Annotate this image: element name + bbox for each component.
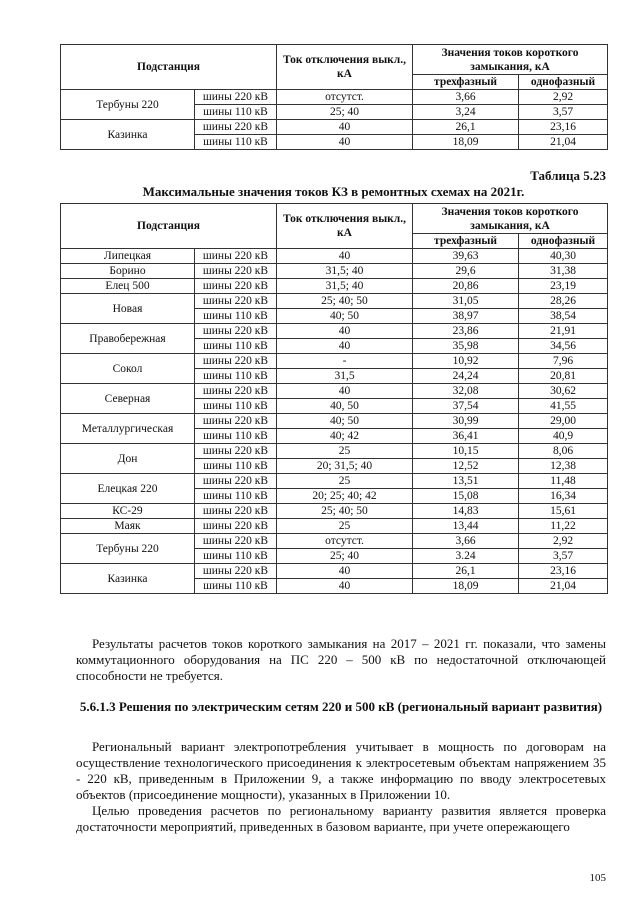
substation-name: Елецкая 220	[61, 474, 195, 504]
table-row	[61, 519, 608, 534]
substation-name: Северная	[61, 384, 195, 414]
bus-cell: шины 110 кВ	[195, 399, 277, 414]
bus-cell: шины 110 кВ	[195, 309, 277, 324]
regional-variant-paragraph: Региональный вариант электропотребления учитывает в мощность по договорам на осуществление технологического присоединения к электросетевым объектам напряжением 35 - 220 кВ, приведенным в Приложении 9, а также информацию по вводу электросетевых объектов (присоединение мощности), указанных в Приложении 10.	[76, 739, 606, 802]
single-phase-cell: 8,06	[519, 444, 608, 459]
three-phase-cell: 3,66	[413, 90, 519, 105]
substation-name: Борино	[61, 264, 195, 279]
single-phase-cell: 20,81	[519, 369, 608, 384]
bus-cell: шины 220 кВ	[195, 249, 277, 264]
breaker-current-cell: 25	[277, 519, 413, 534]
header-three-phase: трехфазный	[413, 234, 519, 249]
header-values: Значения токов короткого замыкания, кА	[413, 204, 608, 234]
substation-name: Липецкая	[61, 249, 195, 264]
substation-name: Новая	[61, 294, 195, 324]
table-row	[61, 504, 608, 519]
three-phase-cell: 26,1	[413, 564, 519, 579]
three-phase-cell: 3.24	[413, 549, 519, 564]
table-row	[61, 294, 608, 309]
bus-cell: шины 110 кВ	[195, 459, 277, 474]
bus-cell: шины 220 кВ	[195, 564, 277, 579]
three-phase-cell: 10,92	[413, 354, 519, 369]
single-phase-cell: 31,38	[519, 264, 608, 279]
three-phase-cell: 20,86	[413, 279, 519, 294]
breaker-current-cell: 31,5; 40	[277, 264, 413, 279]
single-phase-cell: 21,91	[519, 324, 608, 339]
three-phase-cell: 31,05	[413, 294, 519, 309]
bus-cell: шины 110 кВ	[195, 369, 277, 384]
bus-cell: шины 220 кВ	[195, 90, 277, 105]
header-current: Ток отключения выкл., кА	[277, 45, 413, 90]
substation-name: Тербуны 220	[61, 534, 195, 564]
three-phase-cell: 30,99	[413, 414, 519, 429]
substation-name: Казинка	[61, 120, 195, 150]
three-phase-cell: 24,24	[413, 369, 519, 384]
bus-cell: шины 110 кВ	[195, 579, 277, 594]
single-phase-cell: 28,26	[519, 294, 608, 309]
table-row	[61, 414, 608, 429]
single-phase-cell: 7,96	[519, 354, 608, 369]
table-row	[61, 384, 608, 399]
three-phase-cell: 37,54	[413, 399, 519, 414]
substation-name: Тербуны 220	[61, 90, 195, 120]
bus-cell: шины 220 кВ	[195, 324, 277, 339]
header-single-phase: однофазный	[519, 75, 608, 90]
single-phase-cell: 23,16	[519, 120, 608, 135]
three-phase-cell: 14,83	[413, 504, 519, 519]
breaker-current-cell: отсутст.	[277, 534, 413, 549]
table-number: Таблица 5.23	[530, 168, 606, 183]
single-phase-cell: 40,30	[519, 249, 608, 264]
bus-cell: шины 110 кВ	[195, 429, 277, 444]
bus-cell: шины 220 кВ	[195, 444, 277, 459]
header-current: Ток отключения выкл., кА	[277, 204, 413, 249]
breaker-current-cell: отсутст.	[277, 90, 413, 105]
substation-name: Маяк	[61, 519, 195, 534]
breaker-current-cell: 25; 40; 50	[277, 294, 413, 309]
table-body	[61, 249, 608, 594]
header-values: Значения токов короткого замыкания, кА	[413, 45, 608, 75]
three-phase-cell: 18,09	[413, 135, 519, 150]
results-paragraph: Результаты расчетов токов короткого замыкания на 2017 – 2021 гг. показали, что замены коммутационного оборудования на ПС 220 – 500 кВ по недостаточной отключающей способности не требуется.	[76, 636, 606, 683]
breaker-current-cell: 40, 50	[277, 399, 413, 414]
three-phase-cell: 35,98	[413, 339, 519, 354]
bus-cell: шины 220 кВ	[195, 534, 277, 549]
substation-name: Дон	[61, 444, 195, 474]
breaker-current-cell: 20; 25; 40; 42	[277, 489, 413, 504]
bus-cell: шины 220 кВ	[195, 474, 277, 489]
breaker-current-cell: 40	[277, 384, 413, 399]
breaker-current-cell: 25; 40	[277, 105, 413, 120]
single-phase-cell: 21,04	[519, 579, 608, 594]
substation-name: Металлургическая	[61, 414, 195, 444]
bus-cell: шины 220 кВ	[195, 354, 277, 369]
substation-name: КС-29	[61, 504, 195, 519]
table-body	[61, 90, 608, 150]
table-row	[61, 120, 608, 135]
three-phase-cell: 36,41	[413, 429, 519, 444]
table-row	[61, 534, 608, 549]
table-row	[61, 90, 608, 105]
breaker-current-cell: 40	[277, 249, 413, 264]
breaker-current-cell: 40; 50	[277, 414, 413, 429]
single-phase-cell: 11,48	[519, 474, 608, 489]
breaker-current-cell: -	[277, 354, 413, 369]
three-phase-cell: 23,86	[413, 324, 519, 339]
breaker-current-cell: 40; 50	[277, 309, 413, 324]
breaker-current-cell: 40	[277, 564, 413, 579]
bus-cell: шины 110 кВ	[195, 549, 277, 564]
bus-cell: шины 110 кВ	[195, 339, 277, 354]
breaker-current-cell: 25; 40	[277, 549, 413, 564]
bus-cell: шины 110 кВ	[195, 105, 277, 120]
three-phase-cell: 3,24	[413, 105, 519, 120]
table-row	[61, 444, 608, 459]
breaker-current-cell: 25	[277, 474, 413, 489]
breaker-current-cell: 40	[277, 135, 413, 150]
breaker-current-cell: 40	[277, 339, 413, 354]
bus-cell: шины 220 кВ	[195, 504, 277, 519]
single-phase-cell: 21,04	[519, 135, 608, 150]
substation-name: Правобережная	[61, 324, 195, 354]
three-phase-cell: 13,51	[413, 474, 519, 489]
breaker-current-cell: 40	[277, 579, 413, 594]
single-phase-cell: 41,55	[519, 399, 608, 414]
single-phase-cell: 16,34	[519, 489, 608, 504]
header-substation: Подстанция	[61, 45, 277, 90]
breaker-current-cell: 25; 40; 50	[277, 504, 413, 519]
three-phase-cell: 39,63	[413, 249, 519, 264]
single-phase-cell: 3,57	[519, 105, 608, 120]
single-phase-cell: 30,62	[519, 384, 608, 399]
substation-name: Сокол	[61, 354, 195, 384]
substation-name: Казинка	[61, 564, 195, 594]
bus-cell: шины 220 кВ	[195, 264, 277, 279]
single-phase-cell: 38,54	[519, 309, 608, 324]
bus-cell: шины 220 кВ	[195, 120, 277, 135]
three-phase-cell: 12,52	[413, 459, 519, 474]
bus-cell: шины 110 кВ	[195, 135, 277, 150]
header-single-phase: однофазный	[519, 234, 608, 249]
single-phase-cell: 29,00	[519, 414, 608, 429]
single-phase-cell: 2,92	[519, 534, 608, 549]
table-row	[61, 279, 608, 294]
bus-cell: шины 110 кВ	[195, 489, 277, 504]
table-row	[61, 564, 608, 579]
three-phase-cell: 18,09	[413, 579, 519, 594]
single-phase-cell: 12,38	[519, 459, 608, 474]
bus-cell: шины 220 кВ	[195, 519, 277, 534]
three-phase-cell: 29,6	[413, 264, 519, 279]
three-phase-cell: 13,44	[413, 519, 519, 534]
substation-name: Елец 500	[61, 279, 195, 294]
goal-paragraph: Целью проведения расчетов по региональному варианту развития является проверка достаточности мероприятий, приведенных в базовом варианте, при учете опережающего	[76, 803, 606, 834]
three-phase-cell: 32,08	[413, 384, 519, 399]
header-substation: Подстанция	[61, 204, 277, 249]
table-row	[61, 354, 608, 369]
breaker-current-cell: 40	[277, 324, 413, 339]
single-phase-cell: 23,16	[519, 564, 608, 579]
section-heading: 5.6.1.3 Решения по электрическим сетям 220 и 500 кВ (региональный вариант развития)	[79, 699, 603, 714]
three-phase-cell: 15,08	[413, 489, 519, 504]
single-phase-cell: 40,9	[519, 429, 608, 444]
table-row	[61, 474, 608, 489]
single-phase-cell: 23,19	[519, 279, 608, 294]
three-phase-cell: 26,1	[413, 120, 519, 135]
single-phase-cell: 15,61	[519, 504, 608, 519]
table-row	[61, 249, 608, 264]
three-phase-cell: 10,15	[413, 444, 519, 459]
bus-cell: шины 220 кВ	[195, 384, 277, 399]
single-phase-cell: 3,57	[519, 549, 608, 564]
single-phase-cell: 2,92	[519, 90, 608, 105]
bus-cell: шины 220 кВ	[195, 414, 277, 429]
bus-cell: шины 220 кВ	[195, 279, 277, 294]
single-phase-cell: 11,22	[519, 519, 608, 534]
short-circuit-table-2	[60, 203, 608, 594]
breaker-current-cell: 40	[277, 120, 413, 135]
table-row	[61, 264, 608, 279]
breaker-current-cell: 20; 31,5; 40	[277, 459, 413, 474]
three-phase-cell: 38,97	[413, 309, 519, 324]
short-circuit-table-1	[60, 44, 608, 150]
single-phase-cell: 34,56	[519, 339, 608, 354]
header-three-phase: трехфазный	[413, 75, 519, 90]
bus-cell: шины 220 кВ	[195, 294, 277, 309]
breaker-current-cell: 40; 42	[277, 429, 413, 444]
breaker-current-cell: 31,5	[277, 369, 413, 384]
page-number: 105	[589, 872, 606, 884]
table-title: Максимальные значения токов КЗ в ремонтных схемах на 2021г.	[142, 184, 525, 199]
breaker-current-cell: 25	[277, 444, 413, 459]
breaker-current-cell: 31,5; 40	[277, 279, 413, 294]
table-row	[61, 324, 608, 339]
three-phase-cell: 3,66	[413, 534, 519, 549]
